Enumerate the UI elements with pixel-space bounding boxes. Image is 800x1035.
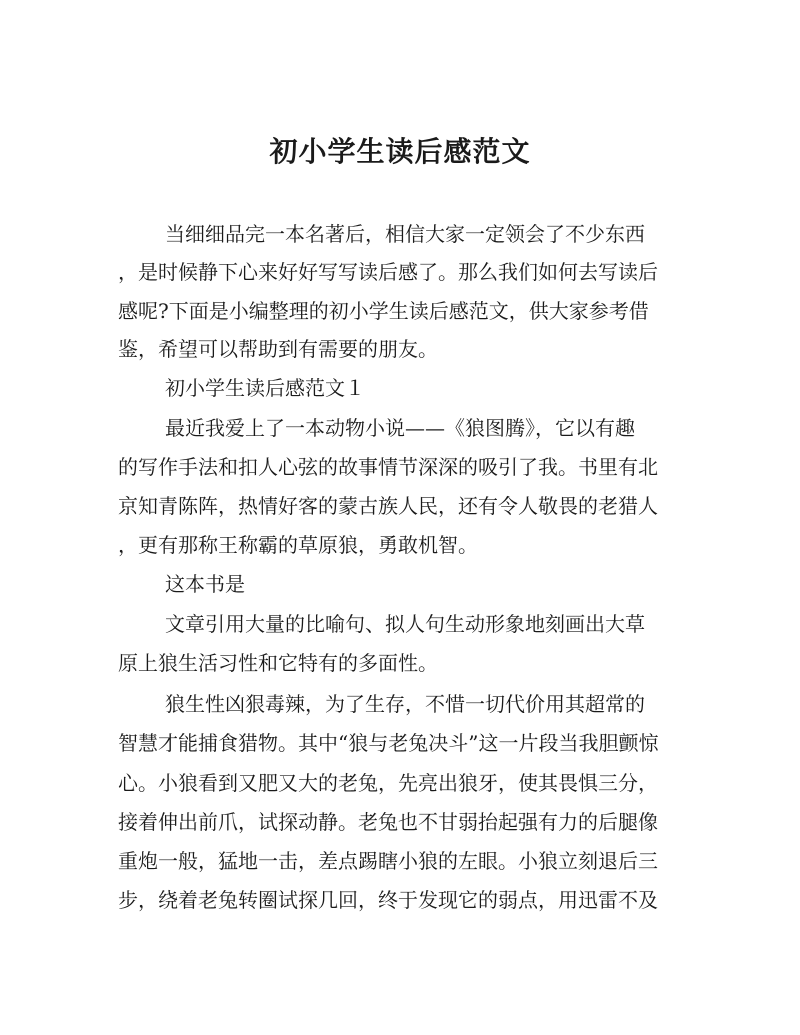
paragraph-line: 文章引用大量的比喻句、拟人句生动形象地刻画出大草 (165, 612, 645, 636)
section-heading: 初小学生读后感范文１ (165, 376, 365, 400)
paragraph-line: 智慧才能捕食猎物。其中“狼与老兔决斗”这一片段当我胆颤惊 (118, 731, 659, 755)
paragraph-line: 狼生性凶狠毒辣，为了生存，不惜一切代价用其超常的 (165, 692, 645, 716)
paragraph-line: ，更有那称王称霸的草原狼，勇敢机智。 (118, 533, 478, 557)
paragraph-line: 重炮一般，猛地一击，差点踢瞎小狼的左眼。小狼立刻退后三 (118, 849, 658, 873)
paragraph-line: 这本书是 (165, 572, 245, 596)
paragraph-line: 接着伸出前爪，试探动静。老兔也不甘弱抬起强有力的后腿像 (118, 810, 658, 834)
document-title: 初小学生读后感范文 (269, 135, 531, 168)
paragraph-line: 步，绕着老兔转圈试探几回，终于发现它的弱点，用迅雷不及 (118, 888, 658, 912)
paragraph-line: 感呢?下面是小编整理的初小学生读后感范文，供大家参考借 (118, 299, 649, 323)
paragraph-line: 最近我爱上了一本动物小说——《狼图腾》，它以有趣 (165, 416, 635, 440)
paragraph-line: 的写作手法和扣人心弦的故事情节深深的吸引了我。书里有北 (118, 455, 658, 479)
paragraph-line: 当细细品完一本名著后，相信大家一定领会了不少东西 (165, 222, 645, 246)
paragraph-line: 原上狼生活习性和它特有的多面性。 (118, 651, 438, 675)
paragraph-line: ，是时候静下心来好好写写读后感了。那么我们如何去写读后 (118, 260, 658, 284)
paragraph-line: 鉴，希望可以帮助到有需要的朋友。 (118, 337, 438, 361)
paragraph-line: 心。小狼看到又肥又大的老兔，先亮出狼牙，使其畏惧三分， (118, 771, 658, 795)
paragraph-line: 京知青陈阵，热情好客的蒙古族人民，还有令人敬畏的老猎人 (118, 494, 658, 518)
